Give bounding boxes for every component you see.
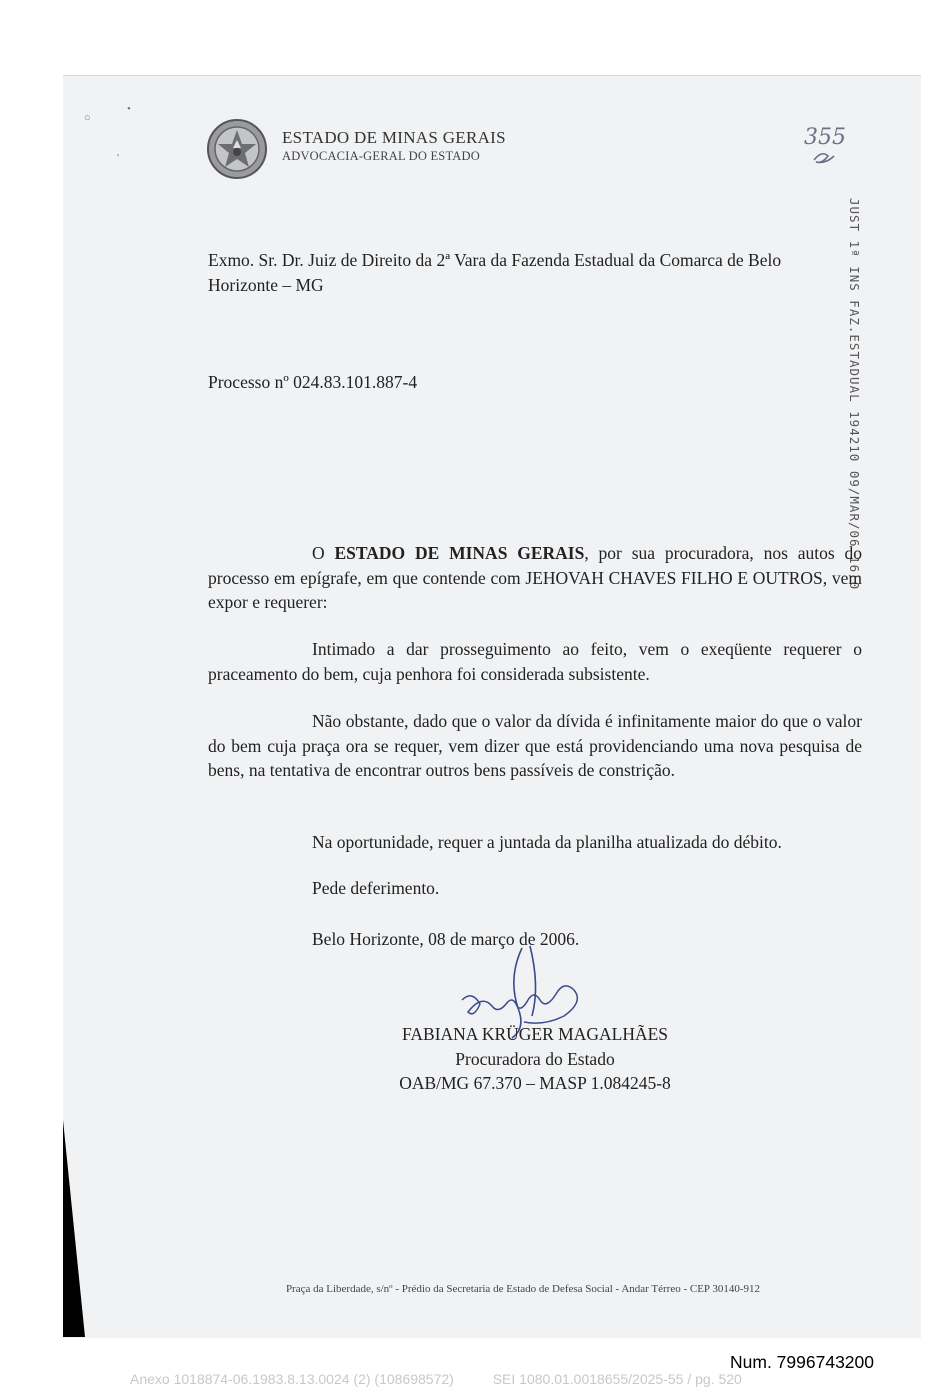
court-receipt-stamp: JUST 1ª INS FAZ.ESTADUAL 194210 09/MAR/06 16:0	[847, 198, 862, 591]
paragraph-closing: Pede deferimento.	[312, 878, 440, 898]
coat-of-arms-seal-icon	[206, 118, 268, 180]
signature-block	[340, 1022, 730, 1096]
paragraph-notwithstanding: Não obstante, dado que o valor da dívida é infinitamente maior do que o valor do bem cuja praça ora se requer, vem dizer que está providenciando uma nova pesquisa de bens, na tentativa de encontrar outros bens passíveis de constrição.	[208, 711, 862, 780]
addressee: Exmo. Sr. Dr. Juiz de Direito da 2ª Vara da Fazenda Estadual da Comarca de Belo Horizonte – MG	[208, 250, 782, 295]
paragraph-request: Intimado a dar prosseguimento ao feito, vem o exeqüente requerer o praceamento do bem, cuja penhora foi considerada subsistente.	[208, 639, 862, 684]
date-line: Belo Horizonte, 08 de março de 2006.	[312, 929, 580, 949]
paragraph-intro: O ESTADO DE MINAS GERAIS, por sua procuradora, nos autos do processo em epígrafe, em que contende com JEHOVAH CHAVES FILHO E OUTROS, vem expor e requerer:	[208, 543, 862, 612]
paragraph-attachment: Na oportunidade, requer a juntada da planilha atualizada do débito.	[312, 832, 782, 852]
header-state-name: ESTADO DE MINAS GERAIS	[282, 128, 506, 147]
annex-reference: Anexo 1018874-06.1983.8.13.0024 (2) (108698572) SEI 1080.01.0018655/2025-55 / pg. 520	[130, 1371, 742, 1387]
signer-name: FABIANA KRÜGER MAGALHÃES	[401, 1024, 669, 1044]
header-department: ADVOCACIA-GERAL DO ESTADO	[282, 149, 480, 163]
folio-handwritten	[800, 118, 850, 178]
signer-role: Procuradora do Estado	[455, 1048, 615, 1069]
scan-speck: '	[117, 152, 119, 164]
page-footer-address: Praça da Liberdade, s/nº - Prédio da Secretaria de Estado de Defesa Social - Andar Térreo - CEP 30140-912	[285, 1283, 761, 1295]
party-name: ESTADO DE MINAS GERAIS	[334, 543, 585, 563]
folio-number: 355	[804, 125, 846, 150]
signer-registration: OAB/MG 67.370 – MASP 1.084245-8	[399, 1073, 671, 1093]
scan-speck: ○	[84, 112, 91, 124]
scan-speck: •	[127, 103, 131, 115]
process-number: Processo nº 024.83.101.887-4	[208, 372, 418, 392]
scan-shadow	[63, 1120, 85, 1337]
document-number: Num. 7996743200	[730, 1352, 874, 1372]
